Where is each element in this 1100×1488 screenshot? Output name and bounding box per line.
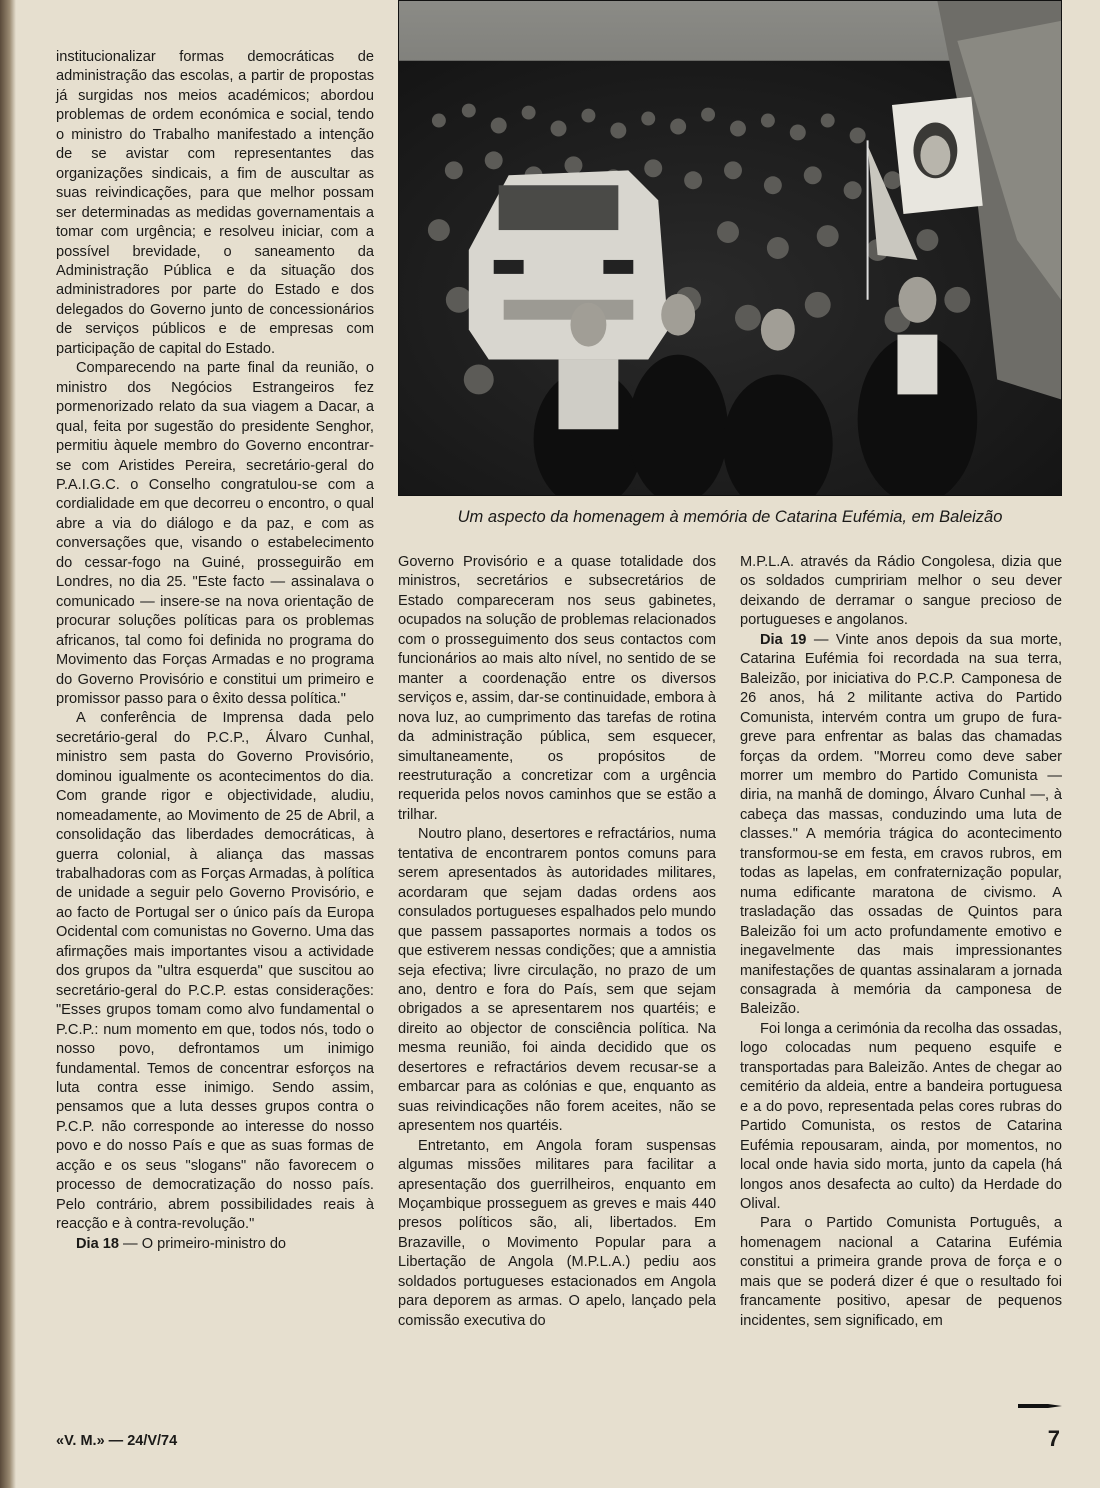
crowd-photo-graphic [399,1,1061,495]
paragraph: A conferência de Imprensa dada pelo secretário-geral do P.C.P., Álvaro Cunhal, ministro sem pasta do Governo Provisório, dominou igualmente os acontecimentos do dia. Com grande rigor e objectividade, aludiu, nomeadamente, ao Movimento de 25 de Abril, a consolidação das liberdades democráticas, à guerra colonial, à aliança das massas trabalhadoras com as Forças Armadas, à política de unidade a seguir pelo Governo Provisório, e ao facto de Portugal ser o único país da Europa Ocidental com comunistas no Governo. Uma das afirmações mais importantes visou a actividade dos grupos da "ultra esquerda" que suscitou ao secretário-geral do P.C.P. estas considerações: "Esses grupos tomam como alvo fundamental o P.C.P.: num momento em que, todos nós, todo o nosso povo, defrontamos um inimigo fundamental. Temos de concentrar esforços na luta contra esse inimigo. Sendo assim, pensamos que a luta desses grupos contra o P.C.P. não corresponde ao interesse do nosso povo e do nosso País e que as suas formas de acção e os seus "slogans" não favorecem o processo de democratização do nosso país. Pelo contrário, abrem possibilidades reais à reacção e à contra-revolução." [56,710,374,1233]
text-column-3 [740,553,1062,1331]
day-heading: Dia 18 [76,1235,119,1252]
paragraph [56,1235,374,1254]
paragraph: Entretanto, em Angola foram suspensas algumas missões militares para facilitar a apresentação dos guerrilheiros, enquanto em Moçambique prosseguem as greves e mais 440 presos políticos são, ali, libertados. Em Brazaville, o Movimento Popular para a Libertação de Angola (M.P.L.A.) pediu aos soldados portugueses estacionados em Angola para deporem as armas. O apelo, lançado pela comissão executiva do [398,1137,716,1329]
paragraph [740,631,1062,1020]
paragraph: institucionalizar formas democráticas de administração das escolas, a partir de propostas já surgidas nos meios académicos; abordou problemas de ordem económica e social, tendo o ministro do Trabalho manifestado a intenção de se avistar com representantes das organizações sindicais, a fim de auscultar as suas reivindicações, para que melhor possam ser determinadas as medidas governamentais a tomar com urgência; e resolveu iniciar, com a possível brevidade, o saneamento da Administração Pública e da situação dos administradores por parte do Estado e dos delegados do Governo junto de concessionários de serviços públicos e de empresas com participação de capital do Estado. [56,49,374,357]
paragraph-text: — Vinte anos depois da sua morte, Catarina Eufémia foi recordada na sua terra, Baleizão, por iniciativa do P.C.P. Camponesa de 26 anos, há 2 militante activa do Partido Comunista, intervém contra um grupo de fura-greve para enfrentar as balas das chamadas forças da ordem. "Morreu como deve saber morrer um membro do Partido Comunista — diria, na manhã de domingo, Álvaro Cunhal —, à cabeça das massas, conduzindo uma luta de classes." A memória trágica do acontecimento transformou-se em festa, em cravos rubros, em todas as lapelas, em confraternização popular, numa edificante maratona de civismo. A trasladação das ossadas de Quintos para Baleizão foi um acto profundamente emotivo e inegavelmente das mais impressionantes manifestações de quantas assinalaram a jornada consagrada à memória da camponesa de Baleizão. [740,631,1062,1018]
paragraph: M.P.L.A. através da Rádio Congolesa, dizia que os soldados cumpririam melhor o seu dever deixando de derramar o sangue precioso de portugueses e angolanos. [740,554,1062,629]
paragraph: Comparecendo na parte final da reunião, o ministro dos Negócios Estrangeiros fez pormenorizado relato da sua viagem a Dacar, a qual, feita por sugestão do presidente Senghor, permitiu àquele membro do Governo encontrar-se com Aristides Pereira, secretário-geral do P.A.I.G.C. o Conselho congratulou-se com a cordialidade em que decorreu o encontro, o qual abre a via do diálogo e da paz, e com as conversações que, visando o estabelecimento do cessar-fogo na Guiné, prosseguirão em Londres, no dia 25. "Este facto — assinalava o comunicado — insere-se na nova orientação de procurar soluções políticas para os problemas africanos, tal como foi definida no programa do Movimento das Forças Armadas e no programa do Governo Provisório e constitui um primeiro e promissor passo para o êxito dessa política." [56,360,374,707]
photo-caption: Um aspecto da homenagem à memória de Catarina Eufémia, em Baleizão [457,508,1003,526]
day-heading: Dia 19 [760,631,807,648]
news-photo [398,0,1062,496]
footer-issue: «V. M.» — 24/V/74 [56,1433,178,1449]
binding-edge [0,0,16,1488]
text-column-1 [56,48,374,1254]
paragraph-text: — O primeiro-ministro do [119,1235,287,1252]
paragraph: Noutro plano, desertores e refractários, numa tentativa de encontrarem pontos comuns para serem apresentados às autoridades militares, acordaram que sejam dadas ordens aos consulados portugueses espalhados pelo mundo que passem passaportes normais a todos os que estiverem nessas condições; que a amnistia seja efectiva; livre circulação, no prazo de um ano, dentro e fora do País, sem que sejam obrigados a se apresentarem nos quartéis; e direito ao objector de consciência política. Na mesma reunião, foi ainda decidido que os desertores e refractários devem recusar-se a embarcar para as colónias e que, enquanto as suas reivindicações não forem aceites, não se apresentem nos quartéis. [398,826,716,1135]
paragraph: Governo Provisório e a quase totalidade dos ministros, secretários e subsecretários de Estado compareceram nos seus gabinetes, ocupados na solução de problemas relacionados com o prosseguimento dos seus contactos com funcionários ao mais alto nível, no sentido de se manter a coordenação entre os diversos serviços e, assim, dar-se continuidade, embora à nova luz, ao cumprimento das tarefas de rotina da administração pública, sem esquecer, simultaneamente, os propósitos de reestruturação a concretizar com a urgência requerida pelos novos caminhos que se estão a trilhar. [398,554,716,823]
page-number: 7 [1047,1426,1060,1451]
text-column-2 [398,553,716,1331]
paragraph: Para o Partido Comunista Português, a homenagem nacional a Catarina Eufémia constitui a primeira grande prova de força e o mais que se poderá dizer é que o resultado foi francamente positivo, apesar de pequenos incidentes, sem significado, em [740,1215,1062,1329]
continue-arrow-icon [1018,1400,1062,1412]
paragraph: Foi longa a cerimónia da recolha das ossadas, logo colocadas num pequeno esquife e transportadas para Baleizão. Antes de chegar ao cemitério da aldeia, entre a bandeira portuguesa e a do povo, representada pelas cores rubras do Partido Comunista, os restos de Catarina Eufémia repousaram, ainda, por momentos, no local onde havia sido morta, junto da capela (há longos anos desafecta ao culto) da Herdade do Olival. [740,1020,1062,1212]
